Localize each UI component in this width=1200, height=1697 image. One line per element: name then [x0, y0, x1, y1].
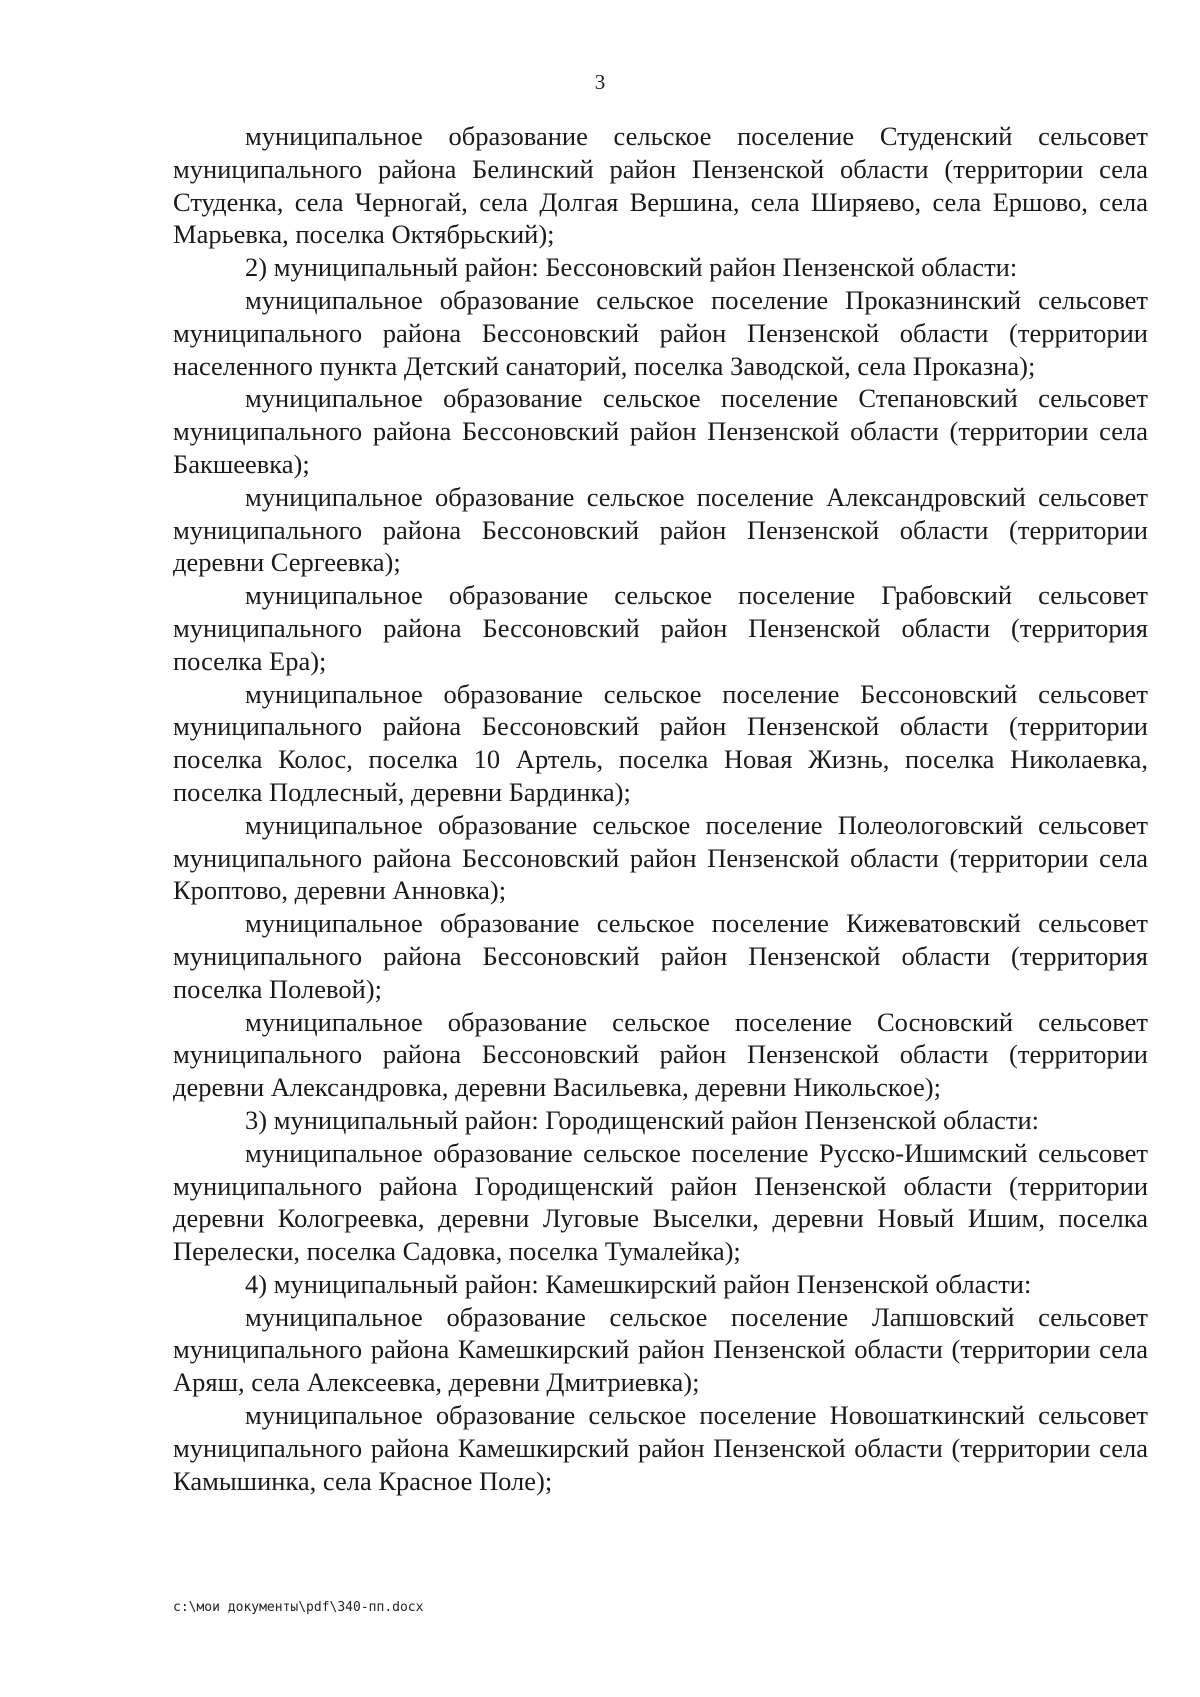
- paragraph: 3) муниципальный район: Городищенский район Пензенской области:: [245, 1104, 1039, 1135]
- paragraph: муниципальное образование сельское поселение Проказнинский сельсовет муниципального района Бессоновский район Пензенской области (территории населенного пункта Детский санаторий, поселка Заводской, села Проказна);: [173, 284, 1148, 381]
- document-body: [173, 120, 1148, 1497]
- paragraph: муниципальное образование сельское поселение Лапшовский сельсовет муниципального района Камешкирский район Пензенской области (территории села Аряш, села Алексеевка, деревни Дмитриевка);: [173, 1301, 1148, 1398]
- paragraph: муниципальное образование сельское поселение Новошаткинский сельсовет муниципального района Камешкирский район Пензенской области (территории села Камышинка, села Красное Поле);: [173, 1400, 1148, 1496]
- paragraph: муниципальное образование сельское поселение Степановский сельсовет муниципального района Бессоновский район Пензенской области (территории села Бакшеевка);: [173, 383, 1148, 479]
- paragraph: муниципальное образование сельское поселение Кижеватовский сельсовет муниципального района Бессоновский район Пензенской области (территория поселка Полевой);: [173, 908, 1148, 1004]
- paragraph: муниципальное образование сельское поселение Полеологовский сельсовет муниципального района Бессоновский район Пензенской области (территории села Кроптово, деревни Анновка);: [173, 809, 1148, 906]
- paragraph: муниципальное образование сельское поселение Бессоновский сельсовет муниципального района Бессоновский район Пензенской области (территории поселка Колос, поселка 10 Артель, поселка Новая Жизнь, поселка Николаевка, поселка Подлесный, деревни Бардинка);: [173, 678, 1148, 807]
- paragraph: муниципальное образование сельское поселение Сосновский сельсовет муниципального района Бессоновский район Пензенской области (территории деревни Александровка, деревни Васильевка, деревни Никольское);: [173, 1006, 1148, 1103]
- paragraph: муниципальное образование сельское поселение Грабовский сельсовет муниципального района Бессоновский район Пензенской области (территория поселка Ера);: [173, 580, 1148, 676]
- paragraph: 4) муниципальный район: Камешкирский район Пензенской области:: [245, 1268, 1032, 1299]
- paragraph: 2) муниципальный район: Бессоновский район Пензенской области:: [245, 252, 1018, 283]
- paragraph: муниципальное образование сельское поселение Русско-Ишимский сельсовет муниципального района Городищенский район Пензенской области (территории деревни Кологреевка, деревни Луговые Выселки, деревни Новый Ишим, поселка Перелески, поселка Садовка, поселка Тумалейка);: [173, 1137, 1148, 1267]
- paragraph: муниципальное образование сельское поселение Александровский сельсовет муниципального района Бессоновский район Пензенской области (территории деревни Сергеевка);: [173, 481, 1148, 578]
- paragraph: муниципальное образование сельское поселение Студенский сельсовет муниципального района Белинский район Пензенской области (территории села Студенка, села Черногай, села Долгая Вершина, села Ширяево, села Ершово, села Марьевка, поселка Октябрьский);: [173, 121, 1148, 250]
- page-number: 3: [594, 70, 606, 94]
- footer-file-path: c:\мои документы\pdf\340-пп.docx: [173, 1600, 424, 1615]
